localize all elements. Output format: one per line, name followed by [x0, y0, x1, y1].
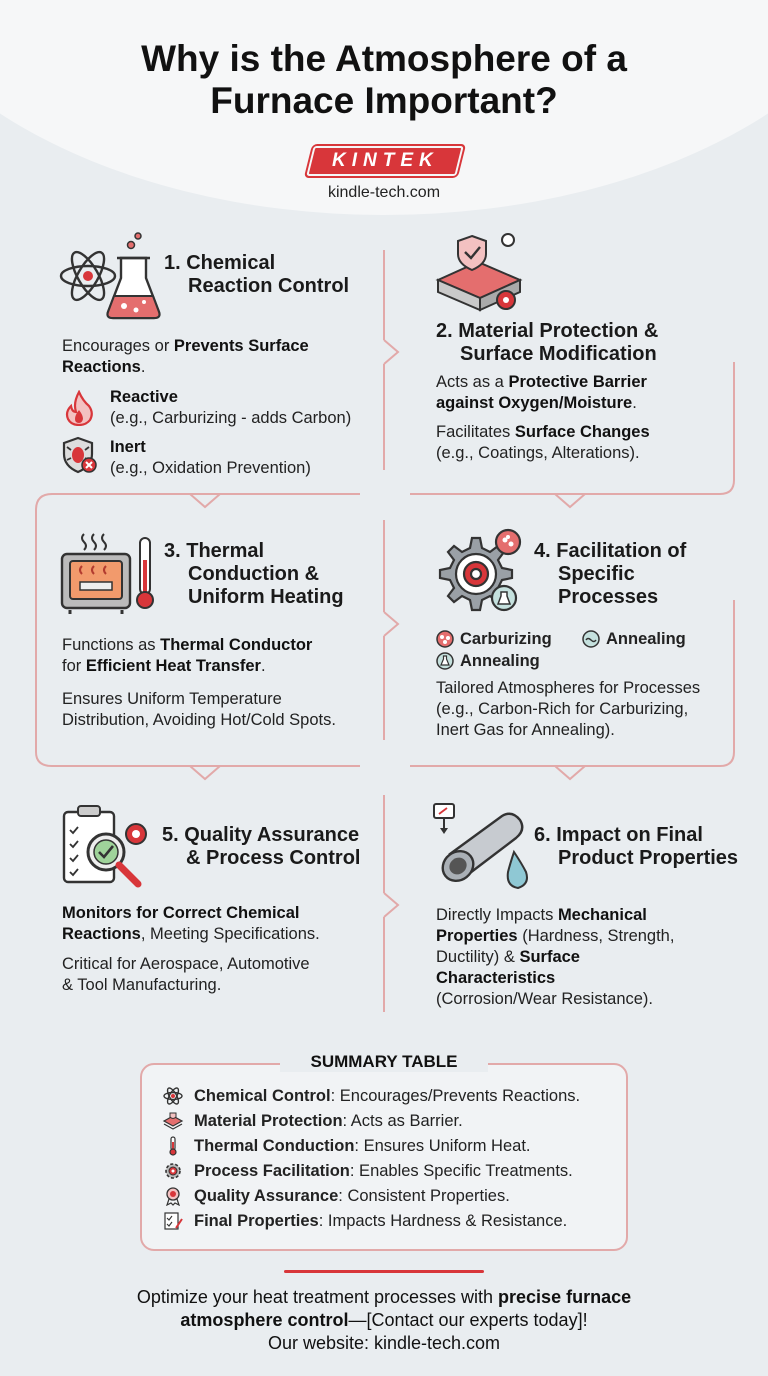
summary-title: SUMMARY TABLE [280, 1052, 488, 1072]
title-line-1: Why is the Atmosphere of a [141, 38, 627, 79]
shield-bug-icon [62, 436, 98, 474]
shield-layers-icon [434, 230, 524, 316]
section-5-p2: Critical for Aerospace, Automotive & Tool Manufacturing. [62, 955, 310, 994]
section-1-title: 1. Chemical Reaction Control [164, 252, 350, 297]
checklist-icon [162, 1211, 184, 1231]
section-3-p2: Ensures Uniform Temperature Distribution, Avoiding Hot/Cold Spots. [62, 690, 336, 729]
header-site-link[interactable]: kindle-tech.com [327, 184, 441, 201]
carburizing-icon [436, 630, 454, 648]
website-link[interactable]: Our website: kindle-tech.com [267, 1333, 501, 1353]
title-line-2: Furnace Important? [210, 80, 558, 121]
annealing-flask-icon [436, 652, 454, 670]
section-2-title: 2. Material Protection & Surface Modification [436, 320, 659, 365]
thermometer-icon [162, 1136, 184, 1156]
furnace-thermometer-icon [60, 530, 160, 616]
gears-process-icon [434, 528, 526, 618]
section-1-intro: Encourages or Prevents Surface Reactions. [62, 337, 309, 376]
summary-row-protection: Material Protection : Acts as Barrier. [162, 1111, 463, 1131]
contact-link[interactable]: —[Contact our experts today]! [348, 1310, 588, 1330]
summary-row-process: Process Facilitation : Enables Specific Treatments. [162, 1161, 573, 1181]
inert-item: Inert (e.g., Oxidation Prevention) [110, 438, 311, 477]
process-carburizing: Carburizing [460, 630, 552, 648]
section-4-paragraph: Tailored Atmospheres for Processes (e.g., Carbon-Rich for Carburizing, Inert Gas for Annealing). [436, 679, 701, 739]
call-to-action: Optimize your heat treatment processes with precise furnace atmosphere control—[Contact our experts today]! Our website: kindle-tech.com [60, 1286, 708, 1355]
reactive-item: Reactive (e.g., Carburizing - adds Carbon) [110, 388, 352, 427]
pipe-gauge-droplet-icon [432, 800, 542, 896]
layers-icon [162, 1111, 184, 1131]
logo-text: KINTEK [331, 150, 439, 171]
section-6-paragraph: Directly Impacts Mechanical Properties (Hardness, Strength, Ductility) & Surface Characteristics (Corrosion/Wear Resistance). [436, 906, 675, 1008]
flame-icon [64, 390, 94, 426]
summary-row-final: Final Properties : Impacts Hardness & Resistance. [162, 1211, 567, 1231]
gear-icon [162, 1161, 184, 1181]
section-5-p1: Monitors for Correct Chemical Reactions, Meeting Specifications. [62, 904, 320, 943]
section-3-p1: Functions as Thermal Conductor for Efficient Heat Transfer. [62, 636, 313, 675]
section-5-title: 5. Quality Assurance & Process Control [162, 824, 361, 869]
atom-flask-icon [58, 232, 170, 324]
process-annealing-2: Annealing [460, 652, 540, 670]
divider-line [284, 1270, 484, 1273]
summary-row-quality: Quality Assurance : Consistent Properties. [162, 1186, 510, 1206]
summary-row-thermal: Thermal Conduction : Ensures Uniform Heat. [162, 1136, 530, 1156]
annealing-wave-icon [582, 630, 600, 648]
section-3-title: 3. Thermal Conduction & Uniform Heating [164, 540, 344, 608]
summary-row-chemical: Chemical Control : Encourages/Prevents Reactions. [162, 1086, 580, 1106]
badge-icon [162, 1186, 184, 1206]
section-6-title: 6. Impact on Final Product Properties [534, 824, 739, 869]
quality-checklist-icon [60, 800, 152, 892]
atom-icon [162, 1086, 184, 1106]
section-2-p2: Facilitates Surface Changes (e.g., Coatings, Alterations). [436, 423, 650, 462]
section-2-p1: Acts as a Protective Barrier against Oxygen/Moisture. [436, 373, 647, 412]
process-annealing-1: Annealing [606, 630, 686, 648]
section-4-title: 4. Facilitation of Specific Processes [534, 540, 687, 608]
